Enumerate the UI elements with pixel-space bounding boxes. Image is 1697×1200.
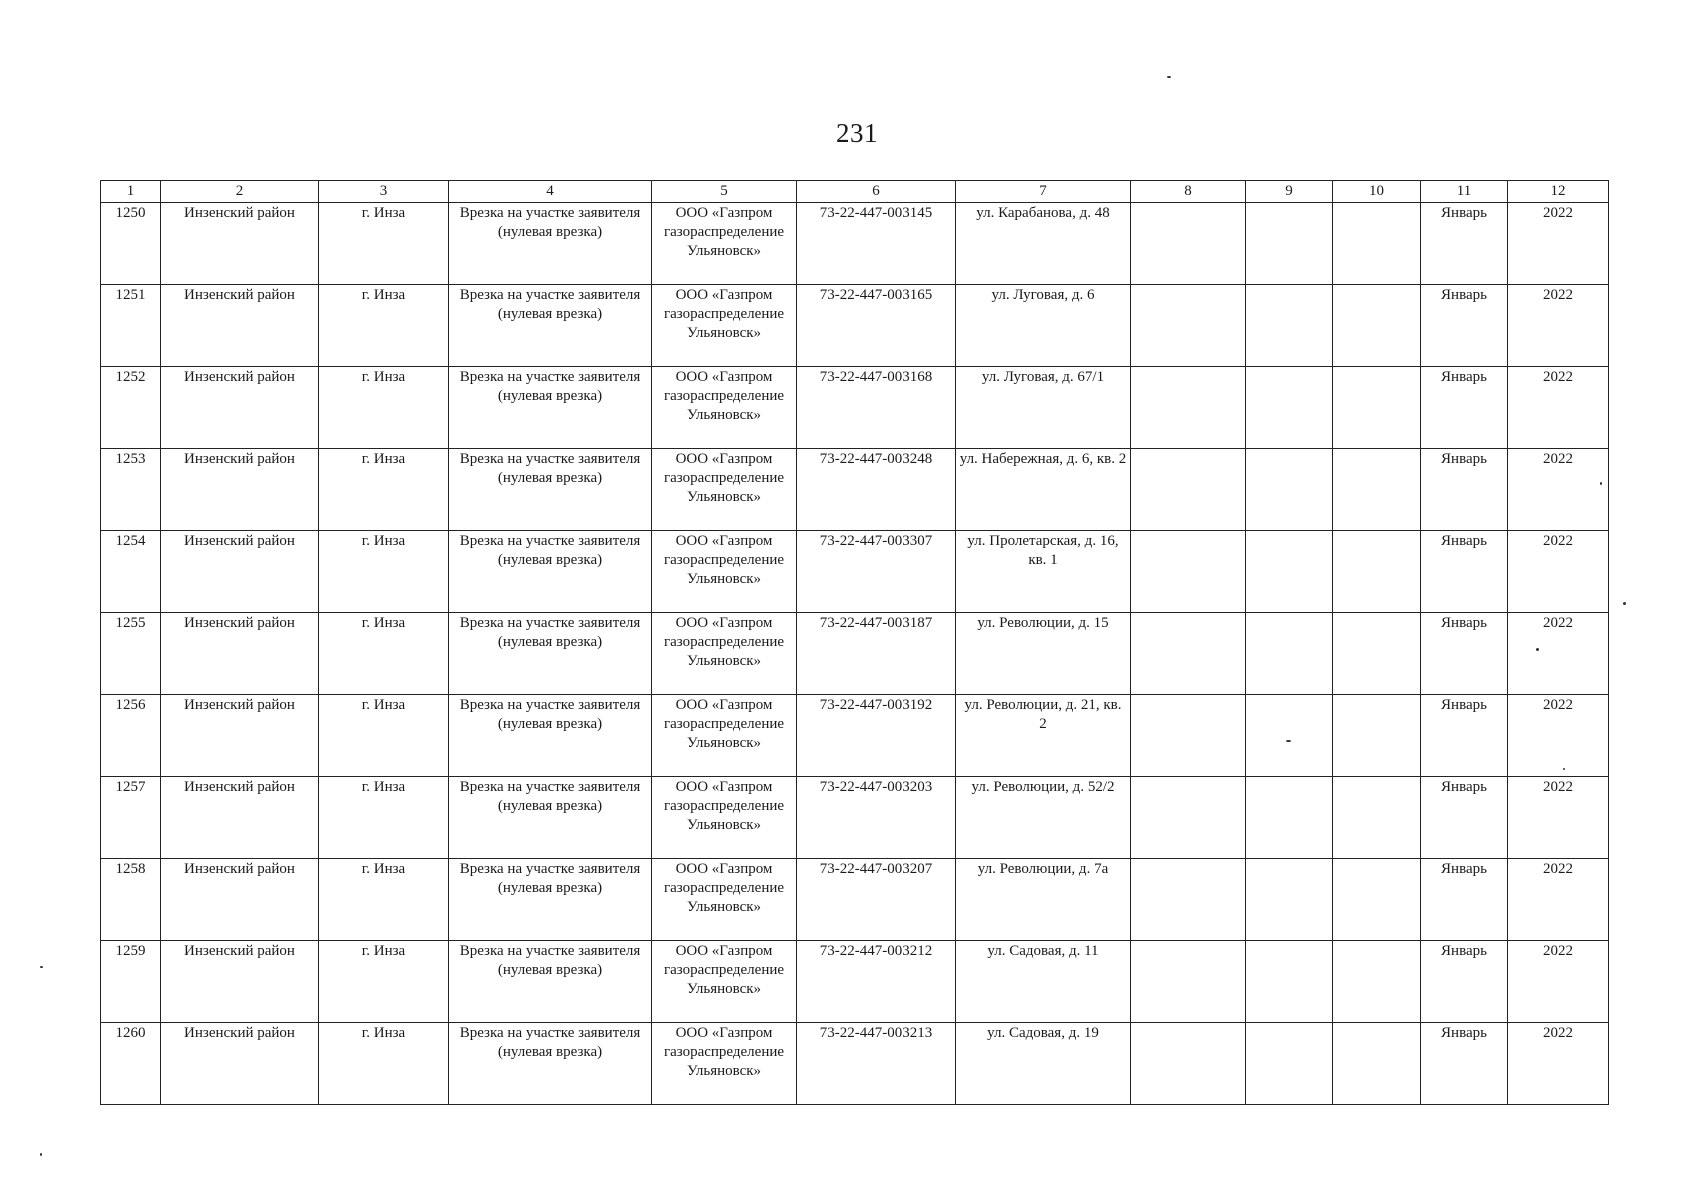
cell-month: Январь <box>1421 531 1508 613</box>
cell-year: 2022 <box>1508 1023 1609 1105</box>
cell-code: 73-22-447-003187 <box>797 613 956 695</box>
cell-year: 2022 <box>1508 941 1609 1023</box>
cell-num: 1253 <box>101 449 161 531</box>
cell-code: 73-22-447-003212 <box>797 941 956 1023</box>
cell-num: 1252 <box>101 367 161 449</box>
cell-address: ул. Революции, д. 21, кв. 2 <box>956 695 1131 777</box>
column-header-3: 3 <box>319 181 449 203</box>
cell-org: ООО «Газпром газораспределение Ульяновск» <box>652 367 797 449</box>
cell-address: ул. Пролетарская, д. 16, кв. 1 <box>956 531 1131 613</box>
cell-address: ул. Луговая, д. 67/1 <box>956 367 1131 449</box>
scan-speck <box>1623 602 1626 605</box>
column-header-6: 6 <box>797 181 956 203</box>
table-header <box>101 181 1609 203</box>
cell-work: Врезка на участке заявителя (нулевая врезка) <box>449 285 652 367</box>
scan-speck <box>1536 648 1539 651</box>
cell-city: г. Инза <box>319 531 449 613</box>
cell-c9 <box>1246 777 1333 859</box>
cell-month: Январь <box>1421 941 1508 1023</box>
cell-address: ул. Луговая, д. 6 <box>956 285 1131 367</box>
cell-code: 73-22-447-003168 <box>797 367 956 449</box>
cell-c9 <box>1246 941 1333 1023</box>
cell-c9 <box>1246 695 1333 777</box>
cell-work: Врезка на участке заявителя (нулевая врезка) <box>449 449 652 531</box>
cell-city: г. Инза <box>319 203 449 285</box>
cell-city: г. Инза <box>319 449 449 531</box>
cell-year: 2022 <box>1508 531 1609 613</box>
table-row <box>101 613 1609 695</box>
cell-c9 <box>1246 285 1333 367</box>
cell-year: 2022 <box>1508 203 1609 285</box>
cell-c9 <box>1246 531 1333 613</box>
scan-speck <box>40 1153 42 1156</box>
cell-work: Врезка на участке заявителя (нулевая врезка) <box>449 1023 652 1105</box>
cell-org: ООО «Газпром газораспределение Ульяновск» <box>652 285 797 367</box>
cell-work: Врезка на участке заявителя (нулевая врезка) <box>449 777 652 859</box>
cell-city: г. Инза <box>319 367 449 449</box>
table-row <box>101 285 1609 367</box>
cell-code: 73-22-447-003203 <box>797 777 956 859</box>
cell-city: г. Инза <box>319 941 449 1023</box>
cell-org: ООО «Газпром газораспределение Ульяновск» <box>652 1023 797 1105</box>
cell-code: 73-22-447-003192 <box>797 695 956 777</box>
cell-district: Инзенский район <box>161 695 319 777</box>
cell-num: 1259 <box>101 941 161 1023</box>
cell-district: Инзенский район <box>161 777 319 859</box>
cell-work: Врезка на участке заявителя (нулевая врезка) <box>449 859 652 941</box>
cell-city: г. Инза <box>319 285 449 367</box>
cell-c10 <box>1333 531 1421 613</box>
cell-month: Январь <box>1421 449 1508 531</box>
cell-num: 1251 <box>101 285 161 367</box>
cell-org: ООО «Газпром газораспределение Ульяновск» <box>652 695 797 777</box>
cell-org: ООО «Газпром газораспределение Ульяновск» <box>652 941 797 1023</box>
cell-c9 <box>1246 1023 1333 1105</box>
cell-year: 2022 <box>1508 367 1609 449</box>
cell-c10 <box>1333 449 1421 531</box>
cell-year: 2022 <box>1508 613 1609 695</box>
page-number: 231 <box>836 118 878 148</box>
cell-address: ул. Карабанова, д. 48 <box>956 203 1131 285</box>
cell-year: 2022 <box>1508 859 1609 941</box>
works-table <box>100 180 1609 1105</box>
table-row <box>101 695 1609 777</box>
column-header-1: 1 <box>101 181 161 203</box>
cell-c8 <box>1131 449 1246 531</box>
cell-c10 <box>1333 613 1421 695</box>
cell-city: г. Инза <box>319 1023 449 1105</box>
table-row <box>101 203 1609 285</box>
cell-district: Инзенский район <box>161 941 319 1023</box>
table-body <box>101 203 1609 1105</box>
cell-org: ООО «Газпром газораспределение Ульяновск» <box>652 859 797 941</box>
cell-district: Инзенский район <box>161 531 319 613</box>
cell-c10 <box>1333 695 1421 777</box>
cell-c9 <box>1246 203 1333 285</box>
cell-city: г. Инза <box>319 859 449 941</box>
cell-month: Январь <box>1421 859 1508 941</box>
cell-month: Январь <box>1421 613 1508 695</box>
cell-work: Врезка на участке заявителя (нулевая врезка) <box>449 531 652 613</box>
cell-district: Инзенский район <box>161 1023 319 1105</box>
cell-c8 <box>1131 941 1246 1023</box>
column-header-10: 10 <box>1333 181 1421 203</box>
cell-c10 <box>1333 941 1421 1023</box>
table-row <box>101 531 1609 613</box>
cell-code: 73-22-447-003213 <box>797 1023 956 1105</box>
cell-c9 <box>1246 859 1333 941</box>
cell-code: 73-22-447-003207 <box>797 859 956 941</box>
column-header-12: 12 <box>1508 181 1609 203</box>
column-header-4: 4 <box>449 181 652 203</box>
column-header-11: 11 <box>1421 181 1508 203</box>
cell-district: Инзенский район <box>161 613 319 695</box>
cell-c9 <box>1246 367 1333 449</box>
scan-speck <box>1286 740 1291 742</box>
cell-city: г. Инза <box>319 613 449 695</box>
cell-district: Инзенский район <box>161 203 319 285</box>
cell-num: 1258 <box>101 859 161 941</box>
cell-c8 <box>1131 367 1246 449</box>
scan-speck <box>1600 482 1602 485</box>
scan-speck <box>40 966 43 968</box>
cell-num: 1254 <box>101 531 161 613</box>
header-row <box>101 181 1609 203</box>
table-row <box>101 1023 1609 1105</box>
cell-org: ООО «Газпром газораспределение Ульяновск» <box>652 203 797 285</box>
cell-work: Врезка на участке заявителя (нулевая врезка) <box>449 203 652 285</box>
cell-month: Январь <box>1421 203 1508 285</box>
cell-code: 73-22-447-003145 <box>797 203 956 285</box>
cell-org: ООО «Газпром газораспределение Ульяновск» <box>652 449 797 531</box>
cell-c8 <box>1131 1023 1246 1105</box>
cell-work: Врезка на участке заявителя (нулевая врезка) <box>449 367 652 449</box>
cell-year: 2022 <box>1508 285 1609 367</box>
cell-c8 <box>1131 777 1246 859</box>
cell-code: 73-22-447-003165 <box>797 285 956 367</box>
cell-month: Январь <box>1421 777 1508 859</box>
cell-c10 <box>1333 367 1421 449</box>
cell-month: Январь <box>1421 1023 1508 1105</box>
cell-c9 <box>1246 449 1333 531</box>
cell-num: 1257 <box>101 777 161 859</box>
cell-address: ул. Революции, д. 7а <box>956 859 1131 941</box>
cell-c8 <box>1131 531 1246 613</box>
cell-month: Январь <box>1421 285 1508 367</box>
cell-num: 1260 <box>101 1023 161 1105</box>
cell-num: 1256 <box>101 695 161 777</box>
cell-district: Инзенский район <box>161 285 319 367</box>
cell-org: ООО «Газпром газораспределение Ульяновск» <box>652 613 797 695</box>
cell-work: Врезка на участке заявителя (нулевая врезка) <box>449 695 652 777</box>
cell-c10 <box>1333 859 1421 941</box>
cell-c8 <box>1131 285 1246 367</box>
table-row <box>101 859 1609 941</box>
table-row <box>101 449 1609 531</box>
cell-org: ООО «Газпром газораспределение Ульяновск» <box>652 777 797 859</box>
cell-work: Врезка на участке заявителя (нулевая врезка) <box>449 941 652 1023</box>
cell-c8 <box>1131 203 1246 285</box>
column-header-5: 5 <box>652 181 797 203</box>
cell-code: 73-22-447-003307 <box>797 531 956 613</box>
cell-district: Инзенский район <box>161 449 319 531</box>
table-row <box>101 941 1609 1023</box>
cell-address: ул. Революции, д. 52/2 <box>956 777 1131 859</box>
cell-year: 2022 <box>1508 695 1609 777</box>
column-header-8: 8 <box>1131 181 1246 203</box>
column-header-2: 2 <box>161 181 319 203</box>
cell-work: Врезка на участке заявителя (нулевая врезка) <box>449 613 652 695</box>
cell-year: 2022 <box>1508 777 1609 859</box>
table-row <box>101 777 1609 859</box>
cell-c8 <box>1131 859 1246 941</box>
cell-city: г. Инза <box>319 695 449 777</box>
cell-address: ул. Революции, д. 15 <box>956 613 1131 695</box>
cell-c8 <box>1131 695 1246 777</box>
column-header-7: 7 <box>956 181 1131 203</box>
scan-speck <box>1563 768 1565 770</box>
cell-city: г. Инза <box>319 777 449 859</box>
cell-month: Январь <box>1421 367 1508 449</box>
cell-c10 <box>1333 203 1421 285</box>
cell-year: 2022 <box>1508 449 1609 531</box>
table-row <box>101 367 1609 449</box>
cell-code: 73-22-447-003248 <box>797 449 956 531</box>
column-header-9: 9 <box>1246 181 1333 203</box>
cell-district: Инзенский район <box>161 367 319 449</box>
cell-num: 1250 <box>101 203 161 285</box>
cell-month: Январь <box>1421 695 1508 777</box>
cell-c8 <box>1131 613 1246 695</box>
cell-address: ул. Садовая, д. 11 <box>956 941 1131 1023</box>
cell-c10 <box>1333 777 1421 859</box>
cell-address: ул. Набережная, д. 6, кв. 2 <box>956 449 1131 531</box>
cell-num: 1255 <box>101 613 161 695</box>
cell-org: ООО «Газпром газораспределение Ульяновск» <box>652 531 797 613</box>
cell-district: Инзенский район <box>161 859 319 941</box>
cell-c10 <box>1333 1023 1421 1105</box>
cell-address: ул. Садовая, д. 19 <box>956 1023 1131 1105</box>
cell-c10 <box>1333 285 1421 367</box>
cell-c9 <box>1246 613 1333 695</box>
scan-speck <box>1167 76 1171 78</box>
